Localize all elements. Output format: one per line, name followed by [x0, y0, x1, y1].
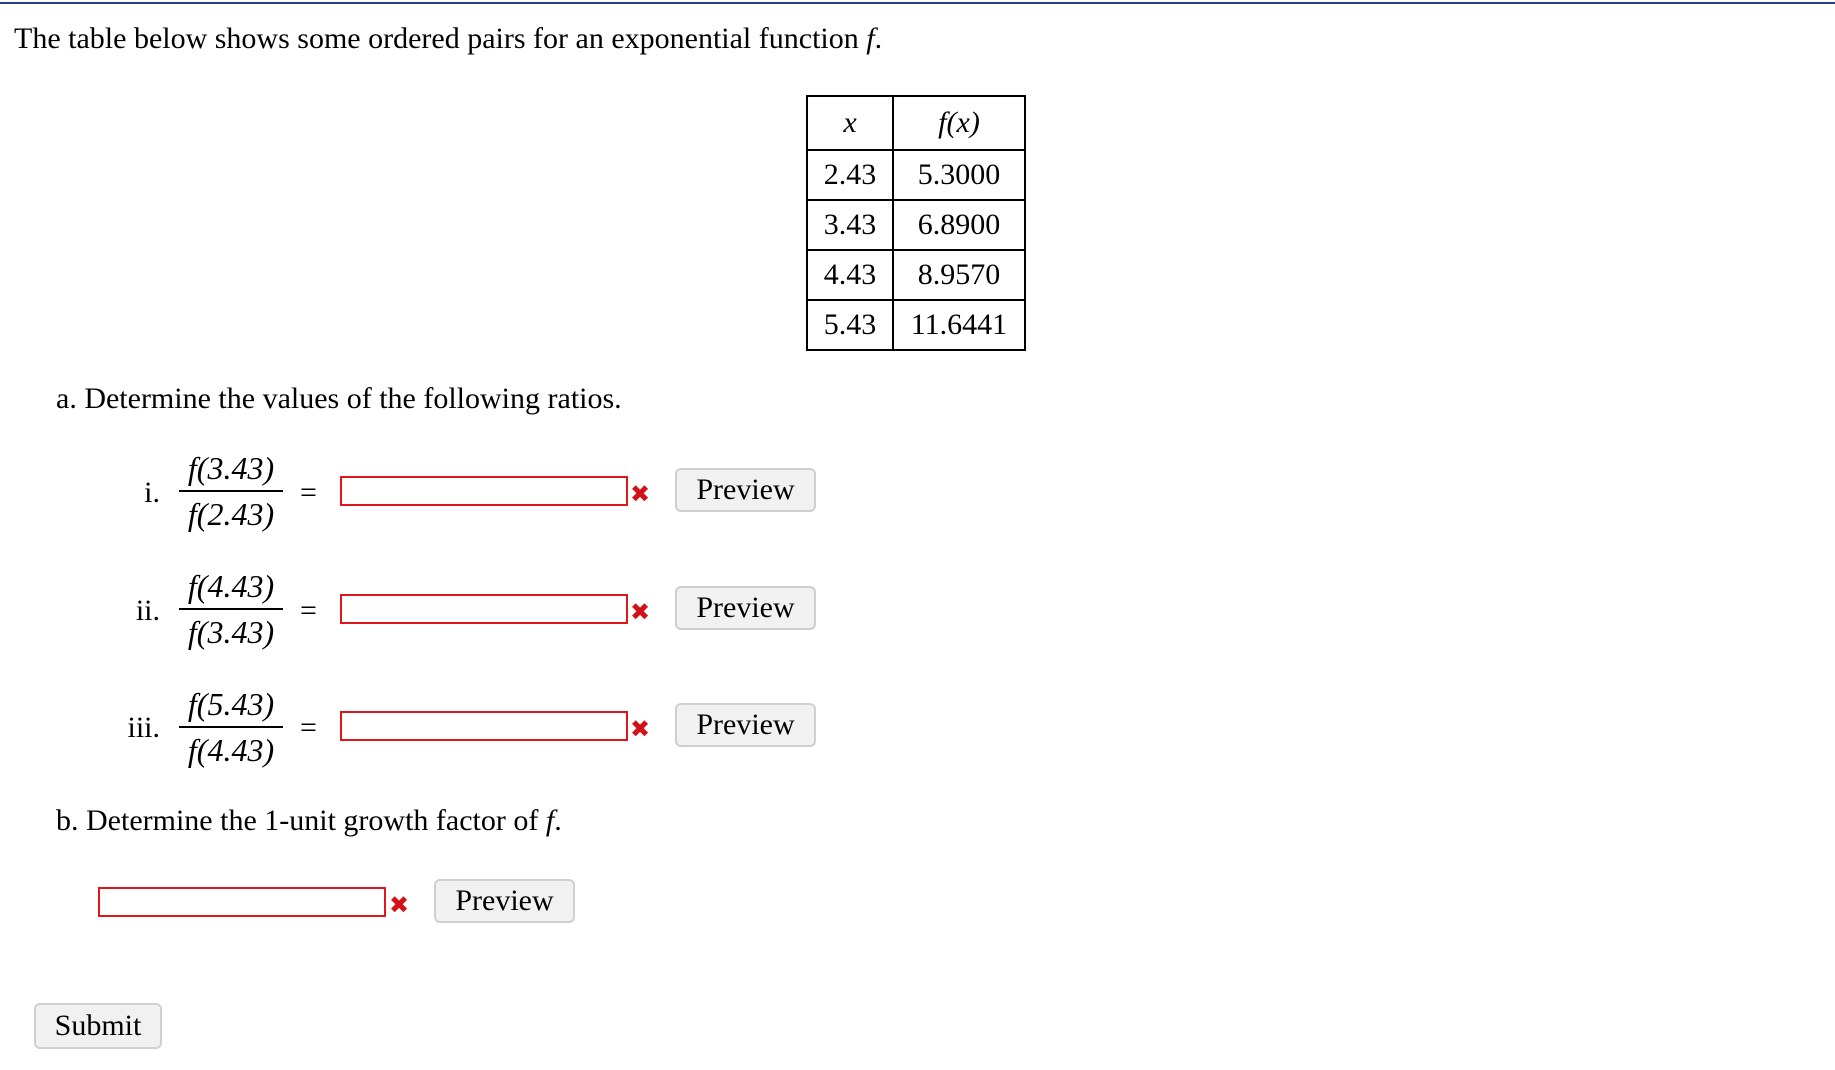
part-b-prompt	[56, 804, 562, 838]
ratio-i-incorrect-icon: ✖	[630, 480, 651, 508]
table-cell-x: 4.43	[807, 250, 893, 300]
equals-sign: =	[300, 594, 317, 627]
table-cell-x: 5.43	[807, 300, 893, 350]
equals-sign: =	[300, 711, 317, 744]
ratio-i-fraction	[176, 446, 286, 536]
ratio-iii-answer-input[interactable]	[340, 711, 628, 741]
ratio-i-preview-button[interactable]: Preview	[675, 468, 816, 512]
intro-function-symbol: f	[866, 22, 875, 55]
ratio-iii-denominator: f(4.43)	[187, 732, 275, 768]
growth-factor-incorrect-icon: ✖	[389, 891, 410, 919]
table-cell-fx: 5.3000	[893, 150, 1025, 200]
table-row	[807, 200, 1025, 250]
equals-sign: =	[300, 476, 317, 509]
ratio-ii-incorrect-icon: ✖	[630, 598, 651, 626]
table-cell-x: 3.43	[807, 200, 893, 250]
ratio-i-label: i.	[144, 476, 160, 509]
table-row	[807, 150, 1025, 200]
top-rule	[0, 2, 1835, 4]
table-row	[807, 300, 1025, 350]
part-b-text: b. Determine the 1-unit growth factor of	[56, 804, 539, 837]
ratio-ii-numerator: f(4.43)	[187, 568, 275, 604]
ratio-ii-preview-button[interactable]: Preview	[675, 586, 816, 630]
ratio-ii-denominator: f(3.43)	[187, 614, 275, 650]
table-header-fx: f(x)	[893, 96, 1025, 150]
table-cell-fx: 8.9570	[893, 250, 1025, 300]
table-cell-x: 2.43	[807, 150, 893, 200]
ratio-ii-fraction	[176, 564, 286, 654]
table-cell-fx: 11.6441	[893, 300, 1025, 350]
intro-period: .	[874, 22, 883, 55]
ratio-ii-label: ii.	[135, 594, 160, 627]
ratio-iii-preview-button[interactable]: Preview	[675, 703, 816, 747]
submit-button[interactable]: Submit	[34, 1003, 162, 1049]
ratio-i-answer-input[interactable]	[340, 476, 628, 506]
ratio-iii-incorrect-icon: ✖	[630, 715, 651, 743]
table-cell-fx: 6.8900	[893, 200, 1025, 250]
ratio-iii-fraction	[176, 682, 286, 772]
intro-text	[14, 22, 882, 56]
ratio-i-denominator: f(2.43)	[187, 496, 275, 532]
ratio-iii-label: iii.	[127, 711, 160, 744]
table-header-row	[807, 96, 1025, 150]
ratio-i-numerator: f(3.43)	[187, 450, 275, 486]
part-b-period: .	[554, 804, 562, 837]
part-a-prompt: a. Determine the values of the following ratios.	[56, 382, 622, 415]
growth-factor-answer-input[interactable]	[98, 887, 386, 917]
table-header-x: x	[807, 96, 893, 150]
ratio-iii-numerator: f(5.43)	[187, 686, 275, 722]
part-b-function-symbol: f	[545, 804, 555, 837]
ratio-ii-answer-input[interactable]	[340, 594, 628, 624]
table-row	[807, 250, 1025, 300]
growth-factor-preview-button[interactable]: Preview	[434, 879, 575, 923]
intro-sentence: The table below shows some ordered pairs for an exponential function	[14, 22, 859, 55]
ordered-pairs-table	[806, 95, 1026, 351]
